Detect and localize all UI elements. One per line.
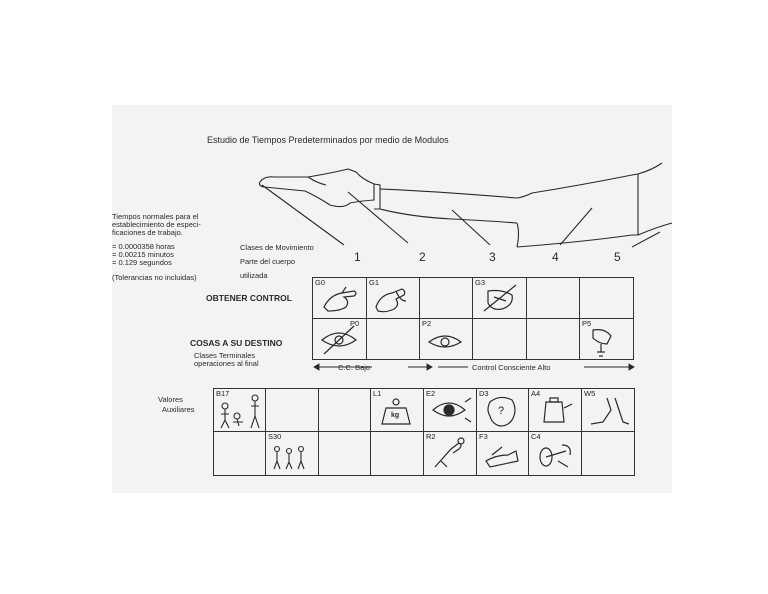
crossed-grasp-icon <box>472 277 526 318</box>
code-p0: P0 <box>350 319 360 328</box>
cell-s30 <box>265 431 318 475</box>
cell-g3 <box>472 277 526 318</box>
code-g0: G0 <box>315 278 326 287</box>
body-number-4: 4 <box>552 250 559 264</box>
label-valores: Valores <box>158 395 183 404</box>
note-minutes: = 0.00215 minutos <box>112 250 174 259</box>
code-g1: G1 <box>369 278 380 287</box>
code-e2: E2 <box>426 389 436 398</box>
label-obtener-control: OBTENER CONTROL <box>206 293 292 303</box>
note-line-1: Tiempos normales para el <box>112 212 199 221</box>
code-a4: A4 <box>531 389 541 398</box>
walking-leg-icon <box>581 388 634 431</box>
code-d3: D3 <box>479 389 489 398</box>
label-utilizada: utilizada <box>240 271 268 280</box>
weight-icon <box>370 388 423 431</box>
code-w5: W5 <box>584 389 596 398</box>
cell-g1 <box>366 277 419 318</box>
code-s30: S30 <box>268 432 282 441</box>
code-p5: P5 <box>582 319 592 328</box>
code-b17: B17 <box>216 389 230 398</box>
question-mark: ? <box>498 405 505 417</box>
note-line-3: ficaciones de trabajo. <box>112 228 183 237</box>
code-r2: R2 <box>426 432 436 441</box>
code-f3: F3 <box>479 432 488 441</box>
code-c4: C4 <box>531 432 541 441</box>
label-cc-bajo: C.C. Bajo <box>338 363 371 372</box>
cell-d3 <box>476 388 528 431</box>
note-line-2: establecimiento de especi- <box>112 220 201 229</box>
weight-label: kg <box>391 412 400 419</box>
cell-l1 <box>370 388 423 431</box>
bottle-pour-icon <box>528 388 581 431</box>
crossed-eye-icon <box>312 318 366 359</box>
label-operaciones-final: operaciones al final <box>194 359 259 368</box>
page-title: Estudio de Tiempos Predeterminados por medio de Modulos <box>207 135 449 145</box>
label-control-alto: Control Consciente Alto <box>472 363 551 372</box>
place-hand-icon <box>579 318 633 359</box>
code-p2: P2 <box>422 319 432 328</box>
cell-r2 <box>423 431 476 475</box>
label-auxiliares: Auxiliares <box>162 405 195 414</box>
focus-eye-icon <box>423 388 476 431</box>
label-cosas-destino: COSAS A SU DESTINO <box>190 338 283 348</box>
cell-f3 <box>476 431 528 475</box>
bending-figures-icon <box>213 388 265 431</box>
body-number-5: 5 <box>614 250 621 264</box>
note-tolerances: (Tolerancias no incluidas) <box>112 273 197 282</box>
eye-icon <box>419 318 472 359</box>
body-number-3: 3 <box>489 250 496 264</box>
cell-b17 <box>213 388 265 431</box>
cell-e2 <box>423 388 476 431</box>
body-number-2: 2 <box>419 250 426 264</box>
label-clases-terminales: Clases Terminales <box>194 351 256 360</box>
touch-hand-icon <box>312 277 366 318</box>
crank-icon <box>528 431 581 475</box>
group-figures-icon <box>265 431 318 475</box>
top-grid <box>312 277 634 360</box>
note-hours: = 0.0000358 horas <box>112 242 175 251</box>
cell-g0 <box>312 277 366 318</box>
grasp-hand-icon <box>366 277 419 318</box>
note-seconds: = 0.129 segundos <box>112 258 172 267</box>
cell-p0 <box>312 318 366 359</box>
code-g3: G3 <box>475 278 486 287</box>
bottom-grid <box>213 388 635 476</box>
reach-hand-icon <box>423 431 476 475</box>
document-sheet <box>112 105 672 493</box>
cell-c4 <box>528 431 581 475</box>
label-parte-cuerpo: Parte del cuerpo <box>240 257 296 266</box>
cell-a4 <box>528 388 581 431</box>
label-clases-movimiento: Clases de Movimiento <box>240 243 314 252</box>
body-number-1: 1 <box>354 250 361 264</box>
foot-pedal-icon <box>476 431 528 475</box>
cell-p5 <box>579 318 633 359</box>
code-l1: L1 <box>373 389 382 398</box>
cell-w5 <box>581 388 634 431</box>
cell-p2 <box>419 318 472 359</box>
